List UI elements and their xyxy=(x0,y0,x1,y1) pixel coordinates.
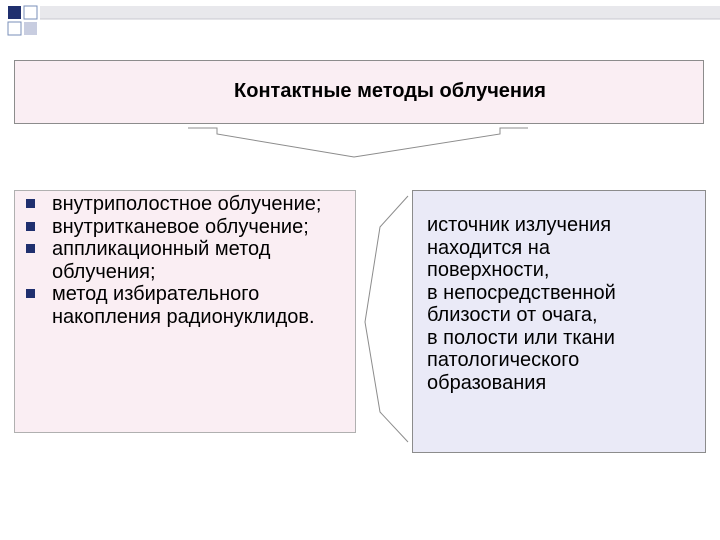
description-line: близости от очага, xyxy=(427,304,598,326)
methods-list xyxy=(24,193,354,328)
page-title: Контактные методы облучения xyxy=(234,80,546,102)
description-text xyxy=(427,214,702,394)
method-text: внутритканевое облучение; xyxy=(52,215,309,238)
square-bullet-icon xyxy=(26,289,35,298)
description-line: в непосредственной xyxy=(427,281,616,304)
list-item xyxy=(24,238,354,283)
method-text: аппликационный метод облучения; xyxy=(52,238,271,283)
description-line: образования xyxy=(427,371,547,394)
list-item xyxy=(24,216,354,239)
list-item xyxy=(24,193,354,216)
method-text: внутриполостное облучение; xyxy=(52,193,322,215)
list-item xyxy=(24,283,354,328)
square-bullet-icon xyxy=(26,244,35,253)
description-line: источник излучения xyxy=(427,214,612,236)
description-line: находится на xyxy=(427,236,550,259)
description-line: патологического xyxy=(427,349,580,371)
description-line: в полости или ткани xyxy=(427,326,615,349)
square-bullet-icon xyxy=(26,222,35,231)
square-bullet-icon xyxy=(26,199,35,208)
method-text: метод избирательного накопления радионуклидов. xyxy=(52,283,315,328)
description-line: поверхности, xyxy=(427,259,550,281)
